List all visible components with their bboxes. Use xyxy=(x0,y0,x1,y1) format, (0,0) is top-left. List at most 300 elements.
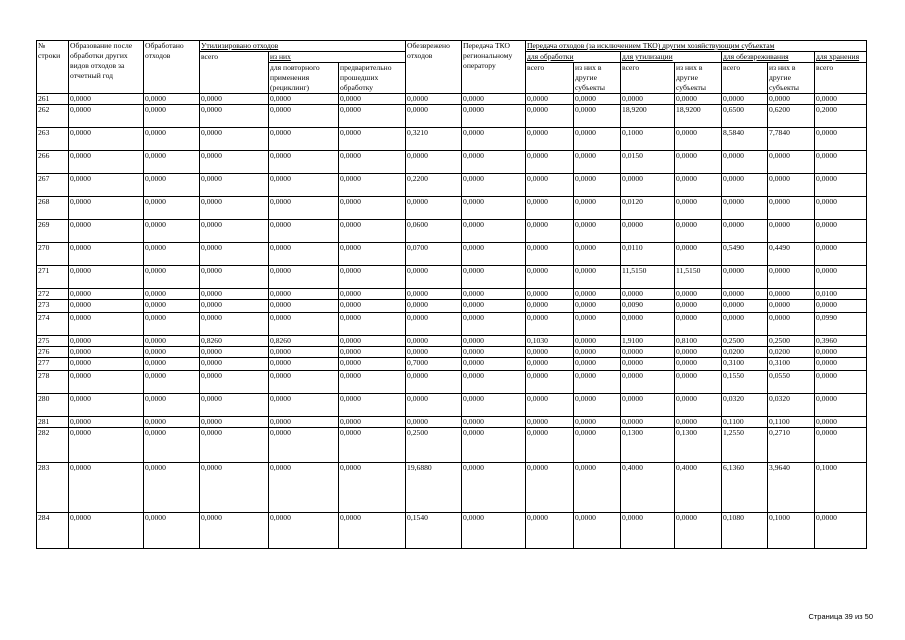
value-cell: 0,0000 xyxy=(269,289,339,300)
table-row xyxy=(37,266,867,289)
value-cell: 0,0000 xyxy=(200,105,269,128)
value-cell: 0,0000 xyxy=(526,347,574,358)
table-row xyxy=(37,463,867,513)
value-cell: 0,1000 xyxy=(815,463,867,513)
value-cell: 0,0000 xyxy=(144,243,200,266)
value-cell: 0,2500 xyxy=(768,336,815,347)
value-cell: 0,0000 xyxy=(815,243,867,266)
value-cell: 0,0000 xyxy=(406,417,462,428)
value-cell: 0,0000 xyxy=(144,358,200,371)
value-cell: 0,0000 xyxy=(675,151,722,174)
row-number-cell: 267 xyxy=(37,174,69,197)
value-cell: 0,0100 xyxy=(815,289,867,300)
value-cell: 0,0000 xyxy=(815,300,867,313)
row-number-cell: 268 xyxy=(37,197,69,220)
value-cell: 0,0000 xyxy=(526,266,574,289)
table-row xyxy=(37,371,867,394)
value-cell: 0,3210 xyxy=(406,128,462,151)
value-cell: 0,0000 xyxy=(768,300,815,313)
value-cell: 0,0000 xyxy=(339,105,406,128)
header-for-utilization: для утилизации xyxy=(621,52,722,63)
value-cell: 0,0000 xyxy=(574,266,621,289)
value-cell: 0,0000 xyxy=(339,151,406,174)
value-cell: 0,0000 xyxy=(815,428,867,463)
value-cell: 0,0000 xyxy=(722,266,768,289)
value-cell: 0,0000 xyxy=(339,300,406,313)
value-cell: 0,0000 xyxy=(462,300,526,313)
row-number-cell: 261 xyxy=(37,94,69,105)
value-cell: 19,6880 xyxy=(406,463,462,513)
value-cell: 0,0000 xyxy=(269,347,339,358)
table-row xyxy=(37,174,867,197)
row-number-cell: 272 xyxy=(37,289,69,300)
value-cell: 0,0000 xyxy=(144,300,200,313)
value-cell: 0,0000 xyxy=(69,417,144,428)
value-cell: 0,0000 xyxy=(526,197,574,220)
value-cell: 0,0320 xyxy=(768,394,815,417)
value-cell: 0,0000 xyxy=(339,358,406,371)
value-cell: 0,0200 xyxy=(722,347,768,358)
value-cell: 0,0000 xyxy=(339,197,406,220)
value-cell: 0,0000 xyxy=(69,463,144,513)
value-cell: 0,0000 xyxy=(339,336,406,347)
value-cell: 18,9200 xyxy=(675,105,722,128)
value-cell: 0,0000 xyxy=(675,371,722,394)
value-cell: 0,0000 xyxy=(621,313,675,336)
value-cell: 0,0000 xyxy=(526,513,574,549)
value-cell: 0,0000 xyxy=(200,220,269,243)
value-cell: 0,0000 xyxy=(574,394,621,417)
value-cell: 0,0000 xyxy=(526,220,574,243)
header-for-processing: для обработки xyxy=(526,52,621,63)
value-cell: 0,0000 xyxy=(144,513,200,549)
value-cell: 0,0000 xyxy=(462,266,526,289)
value-cell: 0,0000 xyxy=(675,300,722,313)
value-cell: 1,2550 xyxy=(722,428,768,463)
value-cell: 18,9200 xyxy=(621,105,675,128)
value-cell: 0,4490 xyxy=(768,243,815,266)
value-cell: 0,0200 xyxy=(768,347,815,358)
value-cell: 0,0000 xyxy=(144,336,200,347)
header-utilized-of-them: из них xyxy=(269,52,406,63)
row-number-cell: 262 xyxy=(37,105,69,128)
value-cell: 0,0000 xyxy=(69,336,144,347)
row-number-cell: 263 xyxy=(37,128,69,151)
value-cell: 0,0000 xyxy=(339,394,406,417)
value-cell: 0,0000 xyxy=(144,428,200,463)
value-cell: 0,0000 xyxy=(815,417,867,428)
value-cell: 0,0000 xyxy=(339,313,406,336)
value-cell: 0,0000 xyxy=(675,417,722,428)
row-number-cell: 266 xyxy=(37,151,69,174)
value-cell: 0,0000 xyxy=(144,266,200,289)
row-number-cell: 274 xyxy=(37,313,69,336)
header-utilized-total: всего xyxy=(200,52,269,94)
value-cell: 0,0000 xyxy=(144,220,200,243)
row-number-cell: 277 xyxy=(37,358,69,371)
value-cell: 0,0000 xyxy=(462,371,526,394)
value-cell: 0,1080 xyxy=(722,513,768,549)
value-cell: 0,0000 xyxy=(621,94,675,105)
header-row-number: № строки xyxy=(37,41,69,94)
row-number-cell: 283 xyxy=(37,463,69,513)
value-cell: 0,0000 xyxy=(574,347,621,358)
value-cell: 0,2200 xyxy=(406,174,462,197)
value-cell: 0,6200 xyxy=(768,105,815,128)
row-number-cell: 284 xyxy=(37,513,69,549)
value-cell: 0,0000 xyxy=(574,358,621,371)
value-cell: 0,0000 xyxy=(621,417,675,428)
value-cell: 0,0000 xyxy=(144,174,200,197)
value-cell: 0,0000 xyxy=(722,94,768,105)
value-cell: 0,0000 xyxy=(526,128,574,151)
value-cell: 0,0000 xyxy=(269,105,339,128)
value-cell: 0,0990 xyxy=(815,313,867,336)
value-cell: 0,0000 xyxy=(144,371,200,394)
value-cell: 0,0000 xyxy=(815,197,867,220)
value-cell: 0,0000 xyxy=(462,105,526,128)
value-cell: 0,8260 xyxy=(269,336,339,347)
value-cell: 0,0000 xyxy=(526,358,574,371)
value-cell: 0,0000 xyxy=(462,174,526,197)
value-cell: 0,0000 xyxy=(675,513,722,549)
value-cell: 0,0150 xyxy=(621,151,675,174)
value-cell: 0,0000 xyxy=(675,243,722,266)
value-cell: 0,0000 xyxy=(339,266,406,289)
value-cell: 0,0000 xyxy=(675,313,722,336)
value-cell: 0,0000 xyxy=(768,197,815,220)
value-cell: 0,0000 xyxy=(574,289,621,300)
table-row xyxy=(37,358,867,371)
value-cell: 0,0000 xyxy=(339,428,406,463)
value-cell: 0,0000 xyxy=(406,94,462,105)
value-cell: 0,0000 xyxy=(574,128,621,151)
value-cell: 0,0000 xyxy=(621,220,675,243)
value-cell: 0,0000 xyxy=(574,417,621,428)
value-cell: 0,0000 xyxy=(462,347,526,358)
value-cell: 0,0000 xyxy=(462,94,526,105)
row-number-cell: 273 xyxy=(37,300,69,313)
value-cell: 0,1100 xyxy=(722,417,768,428)
value-cell: 0,5490 xyxy=(722,243,768,266)
value-cell: 0,0000 xyxy=(815,371,867,394)
value-cell: 0,0000 xyxy=(675,128,722,151)
value-cell: 0,0000 xyxy=(406,289,462,300)
row-number-cell: 282 xyxy=(37,428,69,463)
value-cell: 0,0000 xyxy=(526,428,574,463)
value-cell: 0,0000 xyxy=(574,105,621,128)
row-number-cell: 271 xyxy=(37,266,69,289)
value-cell: 0,0000 xyxy=(269,174,339,197)
value-cell: 0,0000 xyxy=(675,220,722,243)
value-cell: 0,0000 xyxy=(768,220,815,243)
value-cell: 0,0000 xyxy=(526,174,574,197)
value-cell: 0,0000 xyxy=(768,313,815,336)
value-cell: 0,0000 xyxy=(269,197,339,220)
value-cell: 0,0000 xyxy=(621,513,675,549)
value-cell: 0,0000 xyxy=(462,428,526,463)
value-cell: 0,0000 xyxy=(621,289,675,300)
value-cell: 0,0000 xyxy=(462,463,526,513)
value-cell: 0,0000 xyxy=(269,313,339,336)
value-cell: 0,0000 xyxy=(269,513,339,549)
value-cell: 0,0000 xyxy=(269,417,339,428)
table-row xyxy=(37,105,867,128)
value-cell: 0,0090 xyxy=(621,300,675,313)
value-cell: 0,0000 xyxy=(462,394,526,417)
value-cell: 0,0000 xyxy=(768,266,815,289)
value-cell: 0,0000 xyxy=(406,371,462,394)
header-processed: Обработано отходов xyxy=(144,41,200,94)
table-row xyxy=(37,243,867,266)
value-cell: 0,0000 xyxy=(768,94,815,105)
value-cell: 0,0000 xyxy=(69,513,144,549)
value-cell: 0,0000 xyxy=(768,174,815,197)
value-cell: 0,0000 xyxy=(815,513,867,549)
header-for-neutralization: для обезвреживания xyxy=(722,52,815,63)
value-cell: 0,4000 xyxy=(675,463,722,513)
table-row xyxy=(37,220,867,243)
value-cell: 0,0000 xyxy=(815,94,867,105)
table-row xyxy=(37,347,867,358)
value-cell: 0,0000 xyxy=(462,128,526,151)
value-cell: 0,0000 xyxy=(526,300,574,313)
value-cell: 0,0000 xyxy=(406,336,462,347)
value-cell: 0,0000 xyxy=(406,197,462,220)
value-cell: 0,0000 xyxy=(526,394,574,417)
row-number-cell: 275 xyxy=(37,336,69,347)
value-cell: 7,7840 xyxy=(768,128,815,151)
header-utilized-pre: предварительно прошедших обработку xyxy=(339,63,406,94)
value-cell: 0,0000 xyxy=(406,394,462,417)
value-cell: 0,0000 xyxy=(269,371,339,394)
value-cell: 0,0000 xyxy=(69,128,144,151)
header-storage-total: всего xyxy=(815,63,867,94)
value-cell: 0,0000 xyxy=(200,417,269,428)
table-row xyxy=(37,313,867,336)
value-cell: 0,0000 xyxy=(462,313,526,336)
value-cell: 0,1300 xyxy=(675,428,722,463)
value-cell: 0,3960 xyxy=(815,336,867,347)
value-cell: 0,0000 xyxy=(462,336,526,347)
value-cell: 0,1540 xyxy=(406,513,462,549)
table-row xyxy=(37,128,867,151)
value-cell: 0,0000 xyxy=(526,105,574,128)
table-header xyxy=(37,41,867,94)
value-cell: 0,0000 xyxy=(574,243,621,266)
value-cell: 0,0000 xyxy=(768,151,815,174)
value-cell: 0,0000 xyxy=(69,313,144,336)
value-cell: 0,0000 xyxy=(269,151,339,174)
value-cell: 0,0000 xyxy=(574,513,621,549)
value-cell: 0,0000 xyxy=(269,243,339,266)
value-cell: 0,0000 xyxy=(200,94,269,105)
value-cell: 0,0000 xyxy=(144,94,200,105)
value-cell: 0,0000 xyxy=(339,220,406,243)
value-cell: 0,0000 xyxy=(462,197,526,220)
value-cell: 0,0000 xyxy=(574,428,621,463)
header-utilization-other: из них в другие субъекты xyxy=(675,63,722,94)
header-processing-other: из них в другие субъекты xyxy=(574,63,621,94)
value-cell: 0,0000 xyxy=(339,371,406,394)
value-cell: 0,0000 xyxy=(339,94,406,105)
value-cell: 0,0000 xyxy=(200,394,269,417)
value-cell: 0,2710 xyxy=(768,428,815,463)
row-number-cell: 269 xyxy=(37,220,69,243)
value-cell: 0,0000 xyxy=(69,220,144,243)
value-cell: 0,0000 xyxy=(406,313,462,336)
value-cell: 0,0000 xyxy=(339,128,406,151)
value-cell: 0,3100 xyxy=(722,358,768,371)
header-formed: Образование после обработки других видов отходов за отчетный год xyxy=(69,41,144,94)
value-cell: 0,0000 xyxy=(722,289,768,300)
value-cell: 0,0000 xyxy=(574,371,621,394)
table-body xyxy=(37,94,867,549)
value-cell: 0,1100 xyxy=(768,417,815,428)
value-cell: 0,0000 xyxy=(144,289,200,300)
value-cell: 0,0000 xyxy=(200,266,269,289)
value-cell: 0,0000 xyxy=(462,289,526,300)
value-cell: 0,0000 xyxy=(69,94,144,105)
value-cell: 0,0000 xyxy=(144,394,200,417)
value-cell: 0,0000 xyxy=(462,358,526,371)
value-cell: 0,0000 xyxy=(69,266,144,289)
header-neutralized: Обезврежено отходов xyxy=(406,41,462,94)
value-cell: 0,0000 xyxy=(574,313,621,336)
value-cell: 0,0000 xyxy=(69,289,144,300)
value-cell: 0,0000 xyxy=(621,371,675,394)
value-cell: 0,0000 xyxy=(406,347,462,358)
value-cell: 0,0000 xyxy=(462,243,526,266)
value-cell: 0,0000 xyxy=(200,347,269,358)
value-cell: 0,8260 xyxy=(200,336,269,347)
value-cell: 0,0000 xyxy=(526,417,574,428)
value-cell: 0,0600 xyxy=(406,220,462,243)
value-cell: 6,1360 xyxy=(722,463,768,513)
value-cell: 0,0000 xyxy=(339,513,406,549)
value-cell: 0,0000 xyxy=(722,220,768,243)
value-cell: 0,0000 xyxy=(815,151,867,174)
value-cell: 0,0700 xyxy=(406,243,462,266)
value-cell: 0,0000 xyxy=(69,174,144,197)
value-cell: 0,0000 xyxy=(200,513,269,549)
value-cell: 0,0000 xyxy=(675,289,722,300)
value-cell: 0,0000 xyxy=(574,94,621,105)
value-cell: 0,0120 xyxy=(621,197,675,220)
value-cell: 0,0000 xyxy=(69,197,144,220)
value-cell: 0,3100 xyxy=(768,358,815,371)
table-row xyxy=(37,336,867,347)
value-cell: 0,0000 xyxy=(574,174,621,197)
value-cell: 0,0000 xyxy=(526,151,574,174)
row-number-cell: 280 xyxy=(37,394,69,417)
value-cell: 0,0000 xyxy=(200,463,269,513)
table-row xyxy=(37,197,867,220)
value-cell: 1,9100 xyxy=(621,336,675,347)
value-cell: 0,0000 xyxy=(339,347,406,358)
value-cell: 0,0000 xyxy=(200,128,269,151)
table-row xyxy=(37,428,867,463)
table-row xyxy=(37,300,867,313)
value-cell: 0,0000 xyxy=(722,313,768,336)
value-cell: 0,0000 xyxy=(675,347,722,358)
value-cell: 0,0000 xyxy=(462,220,526,243)
value-cell: 0,0000 xyxy=(144,151,200,174)
table-row xyxy=(37,513,867,549)
value-cell: 0,0000 xyxy=(69,151,144,174)
value-cell: 0,7000 xyxy=(406,358,462,371)
value-cell: 0,0000 xyxy=(144,347,200,358)
value-cell: 0,0000 xyxy=(406,300,462,313)
value-cell: 0,4000 xyxy=(621,463,675,513)
value-cell: 0,0000 xyxy=(621,347,675,358)
value-cell: 0,2500 xyxy=(406,428,462,463)
value-cell: 0,0000 xyxy=(200,243,269,266)
value-cell: 0,0550 xyxy=(768,371,815,394)
value-cell: 0,0000 xyxy=(200,174,269,197)
table-row xyxy=(37,417,867,428)
value-cell: 3,9640 xyxy=(768,463,815,513)
value-cell: 0,0000 xyxy=(574,220,621,243)
header-utilized: Утилизировано отходов xyxy=(200,41,406,52)
value-cell: 0,0000 xyxy=(815,394,867,417)
value-cell: 0,0000 xyxy=(269,358,339,371)
value-cell: 0,0000 xyxy=(621,174,675,197)
value-cell: 0,0000 xyxy=(269,394,339,417)
value-cell: 0,0000 xyxy=(722,174,768,197)
value-cell: 0,0000 xyxy=(675,197,722,220)
value-cell: 0,0000 xyxy=(574,300,621,313)
table-row xyxy=(37,394,867,417)
value-cell: 0,0000 xyxy=(69,347,144,358)
value-cell: 0,0000 xyxy=(200,313,269,336)
value-cell: 0,0000 xyxy=(339,417,406,428)
value-cell: 0,0000 xyxy=(526,243,574,266)
header-neutralization-other: из них в другие субъекты xyxy=(768,63,815,94)
value-cell: 0,0000 xyxy=(269,220,339,243)
value-cell: 0,0000 xyxy=(339,174,406,197)
value-cell: 0,0000 xyxy=(269,300,339,313)
value-cell: 0,0000 xyxy=(200,289,269,300)
value-cell: 0,0000 xyxy=(406,266,462,289)
header-utilized-reuse: для повторного применения (рециклинг) xyxy=(269,63,339,94)
value-cell: 0,0000 xyxy=(269,266,339,289)
value-cell: 0,2500 xyxy=(722,336,768,347)
value-cell: 0,0000 xyxy=(574,197,621,220)
row-number-cell: 276 xyxy=(37,347,69,358)
header-neutralization-total: всего xyxy=(722,63,768,94)
value-cell: 0,0000 xyxy=(621,358,675,371)
value-cell: 0,0000 xyxy=(526,313,574,336)
value-cell: 0,0000 xyxy=(815,174,867,197)
value-cell: 0,0000 xyxy=(200,371,269,394)
value-cell: 0,1000 xyxy=(621,128,675,151)
value-cell: 0,0000 xyxy=(462,513,526,549)
value-cell: 0,0000 xyxy=(200,151,269,174)
value-cell: 0,0000 xyxy=(815,358,867,371)
value-cell: 0,0000 xyxy=(526,371,574,394)
row-number-cell: 270 xyxy=(37,243,69,266)
waste-report-table xyxy=(36,40,867,549)
value-cell: 0,0000 xyxy=(69,300,144,313)
value-cell: 0,0000 xyxy=(815,266,867,289)
value-cell: 0,0000 xyxy=(675,358,722,371)
value-cell: 0,0000 xyxy=(621,394,675,417)
table-row xyxy=(37,151,867,174)
value-cell: 0,0000 xyxy=(339,463,406,513)
value-cell: 0,0000 xyxy=(722,300,768,313)
value-cell: 0,0000 xyxy=(69,394,144,417)
